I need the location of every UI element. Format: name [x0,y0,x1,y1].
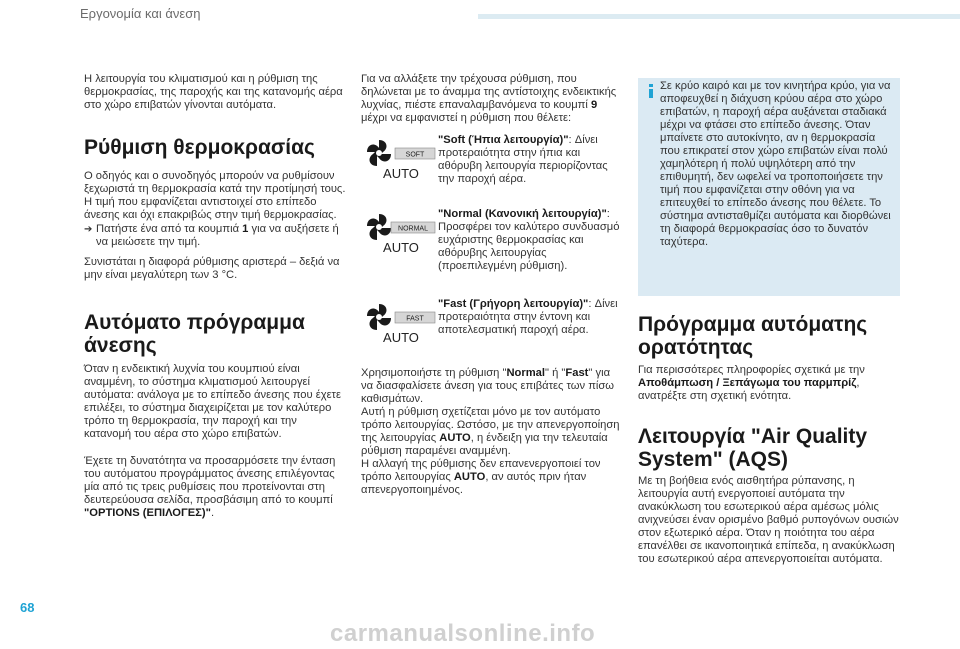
aqs-paragraph: Με τη βοήθεια ενός αισθητήρα ρύπανσης, η λειτουργία αυτή ενεργοποιεί αυτόματα την ανακύκλωση του εσωτερικού αέρα αμέσως μόλις ανιχνεύσει έναν ορισμένο βαθμό ρυπογόνων ουσιών στον εξωτερικό αέρα. Όταν η ποιότητα του αέρα επανέλθει σε ικανοποιητικά επίπεδα, η ανακύκλωση του εσωτερικού αέρα απενεργοποιείται αυτόματα. [638,475,899,565]
auto-paragraph-2-text: Έχετε τη δυνατότητα να προσαρμόσετε την ένταση του αυτόματου προγράμματος άνεσης επιλέγοντας μία από τις τρεις ρυθμίσεις που προτείνονται στη δευτερεύουσα σελίδα, προσβάσιμη από το κουμπί [84,455,336,506]
mode-intro-text: Για να αλλάξετε την τρέχουσα ρύθμιση, που δηλώνεται με το άναμμα της αντίστοιχης ενδεικτικής λυχνίας, πιέστε επαναλαμβανόμενα το κουμπί [361,73,617,111]
outro-text-5: , η ένδειξη για την τελευταία ρύθμιση παραμένει αναμμένη. [361,432,608,457]
outro-text-2: " ή " [545,367,566,379]
section-title: Εργονομία και άνεση [80,6,201,21]
svg-text:SOFT: SOFT [405,151,425,159]
fan-fast-icon [365,300,437,346]
info-icon [648,84,654,98]
mode-fast-description [438,298,626,337]
heading-visibility [638,313,903,359]
mode-usage-notes [361,367,625,497]
normal-ref: Normal [506,367,545,379]
intro-paragraph: Η λειτουργία του κλιματισμού και η ρύθμιση της θερμοκρασίας, της παροχής και της κατανομής αέρα στο χώρο επιβατών γίνονται αυτόματα. [84,73,343,111]
heading-aqs [638,425,903,471]
mode-soft-text: : Δίνει προτεραιότητα στην ήπια και αθόρυβη λειτουργία περιορίζοντας την παροχή αέρα. [438,134,608,185]
mode-soft [361,134,625,200]
mode-soft-description [438,134,626,186]
options-button-ref: "OPTIONS (ΕΠΙΛΟΓΕΣ)" [84,507,211,519]
mode-intro [361,73,625,125]
mode-intro-end: μέχρι να εμφανιστεί η ρύθμιση που θέλετε: [361,112,572,124]
visibility-paragraph [638,364,903,403]
fast-ref: Fast [565,367,589,379]
mode-normal-title: "Normal (Κανονική λειτουργία)" [438,208,607,220]
fan-soft-icon [365,136,437,182]
mode-normal-text: : Προσφέρει τον καλύτερο συνδυασμό ευχάριστης θερμοκρασίας και αθόρυβης λειτουργίας (προεπιλεγμένη ρύθμιση). [438,208,620,272]
fan-normal-icon [365,210,437,256]
info-text: Σε κρύο καιρό και με τον κινητήρα κρύο, για να αποφευχθεί η διάχυση κρύου αέρα στο χώρο επιβατών, η παροχή αέρα αυξάνεται σταδιακά μέχρι να φτάσει στο επίπεδο άνεσης. Όταν μπαίνετε στο αυτοκίνητο, αν η θερμοκρασία που επικρατεί στον χώρο επιβατών είναι πολύ χαμηλότερη ή πολύ υψηλότερη από την επιθυμητή, δεν ωφελεί να τροποποιήσετε την τιμή που εμφανίζεται στην οθόνη για να επιτευχθεί το επίπεδο άνεσης που θέλετε. Το σύστημα αντισταθμίζει αυτόματα και διορθώνει τη διαφορά θερμοκρασίας όσο το δυνατόν ταχύτερα. [660,80,891,248]
auto-paragraph-1: Όταν η ενδεικτική λυχνία του κουμπιού είναι αναμμένη, το σύστημα κλιματισμού λειτουργεί αυτόματα: ανάλογα με το επίπεδο άνεσης που έχετε επιλέξει, το σύστημα διαχειρίζεται με τον καλύτερο τρόπο τη θερμοκρασία, την παροχή και την κατανομή του αέρα στο χώρο επιβατών. [84,363,341,440]
visibility-text-1: Για περισσότερες πληροφορίες σχετικά με την [638,364,865,376]
button-9-ref: 9 [590,99,598,111]
svg-text:AUTO: AUTO [383,240,419,255]
svg-text:AUTO: AUTO [383,330,419,345]
outro-text-7: , αν αυτός πριν ήταν απενεργοποιημένος. [361,471,587,496]
heading-auto-program [84,311,346,357]
mode-fast-text: : Δίνει προτεραιότητα στην έντονη και αποτελεσματική παροχή αέρα. [438,298,618,336]
heading-line-1: Λειτουργία "Air Quality [638,425,868,448]
outro-text-3: " για να διασφαλίσετε άνεση για τους επιβάτες των πίσω καθισμάτων. [361,367,615,405]
svg-text:FAST: FAST [406,315,424,323]
mode-normal [361,208,625,274]
mode-fast [361,298,625,360]
auto-paragraph-2: Έχετε τη δυνατότητα να προσαρμόσετε την ένταση του αυτόματου προγράμματος άνεσης επιλέγοντας μία από τις τρεις ρυθμίσεις που προτείνονται στη δευτερεύουσα σελίδα, προσβάσιμη από το κουμπί "OPTIONS (ΕΠΙΛΟΓΕΣ)". [84,455,336,519]
temperature-paragraph: Ο οδηγός και ο συνοδηγός μπορούν να ρυθμίσουν ξεχωριστά τη θερμοκρασία κατά την προτίμησή τους. Η τιμή που εμφανίζεται αντιστοιχεί στο επίπεδο άνεσης και όχι επακριβώς στην τιμή θερμοκρασίας. [84,170,346,221]
outro-text-1: Χρησιμοποιήστε τη ρύθμιση " [361,367,507,379]
header-accent-bar [478,14,960,19]
watermark: carmanualsonline.info [330,620,596,647]
mode-soft-title: "Soft (Ήπια λειτουργία)" [438,134,569,146]
outro-text-6: Η αλλαγή της ρύθμισης δεν επανενεργοποιεί τον τρόπο λειτουργίας [361,458,601,483]
temperature-instruction [84,223,346,249]
instruction-text: Πατήστε ένα από τα κουμπιά [96,223,243,235]
heading-line-2: άνεσης [84,334,157,357]
svg-text:NORMAL: NORMAL [398,225,428,233]
heading-line-1: Αυτόματο πρόγραμμα [84,311,305,334]
heading-line-2: System" (AQS) [638,448,788,471]
mode-normal-description [438,208,626,273]
auto-ref-2: AUTO [453,471,486,483]
heading-line-2: ορατότητας [638,336,754,359]
page-number: 68 [20,600,35,615]
svg-text:AUTO: AUTO [383,166,419,181]
auto-ref-1: AUTO [439,432,471,444]
heading-temperature: Ρύθμιση θερμοκρασίας [84,136,315,159]
defrost-ref: Αποθάμπωση / Ξεπάγωμα του παρμπρίζ [638,377,857,389]
mode-fast-title: "Fast (Γρήγορη λειτουργία)" [438,298,589,310]
button-number: 1 [242,223,249,235]
outro-text-4: Αυτή η ρύθμιση σχετίζεται μόνο με τον αυτόματο τρόπο λειτουργίας. Ωστόσο, με την απενεργοποίηση της λειτουργίας [361,406,620,444]
instruction-text-end: για να αυξήσετε ή να μειώσετε την τιμή. [96,223,339,248]
arrow-bullet-icon: ➔ [84,224,93,235]
visibility-text-2: , ανατρέξτε στη σχετική ενότητα. [638,377,860,402]
temperature-note: Συνιστάται η διαφορά ρύθμισης αριστερά – δεξιά να μην είναι μεγαλύτερη των 3 °C. [84,256,340,281]
heading-line-1: Πρόγραμμα αυτόματης [638,313,868,336]
